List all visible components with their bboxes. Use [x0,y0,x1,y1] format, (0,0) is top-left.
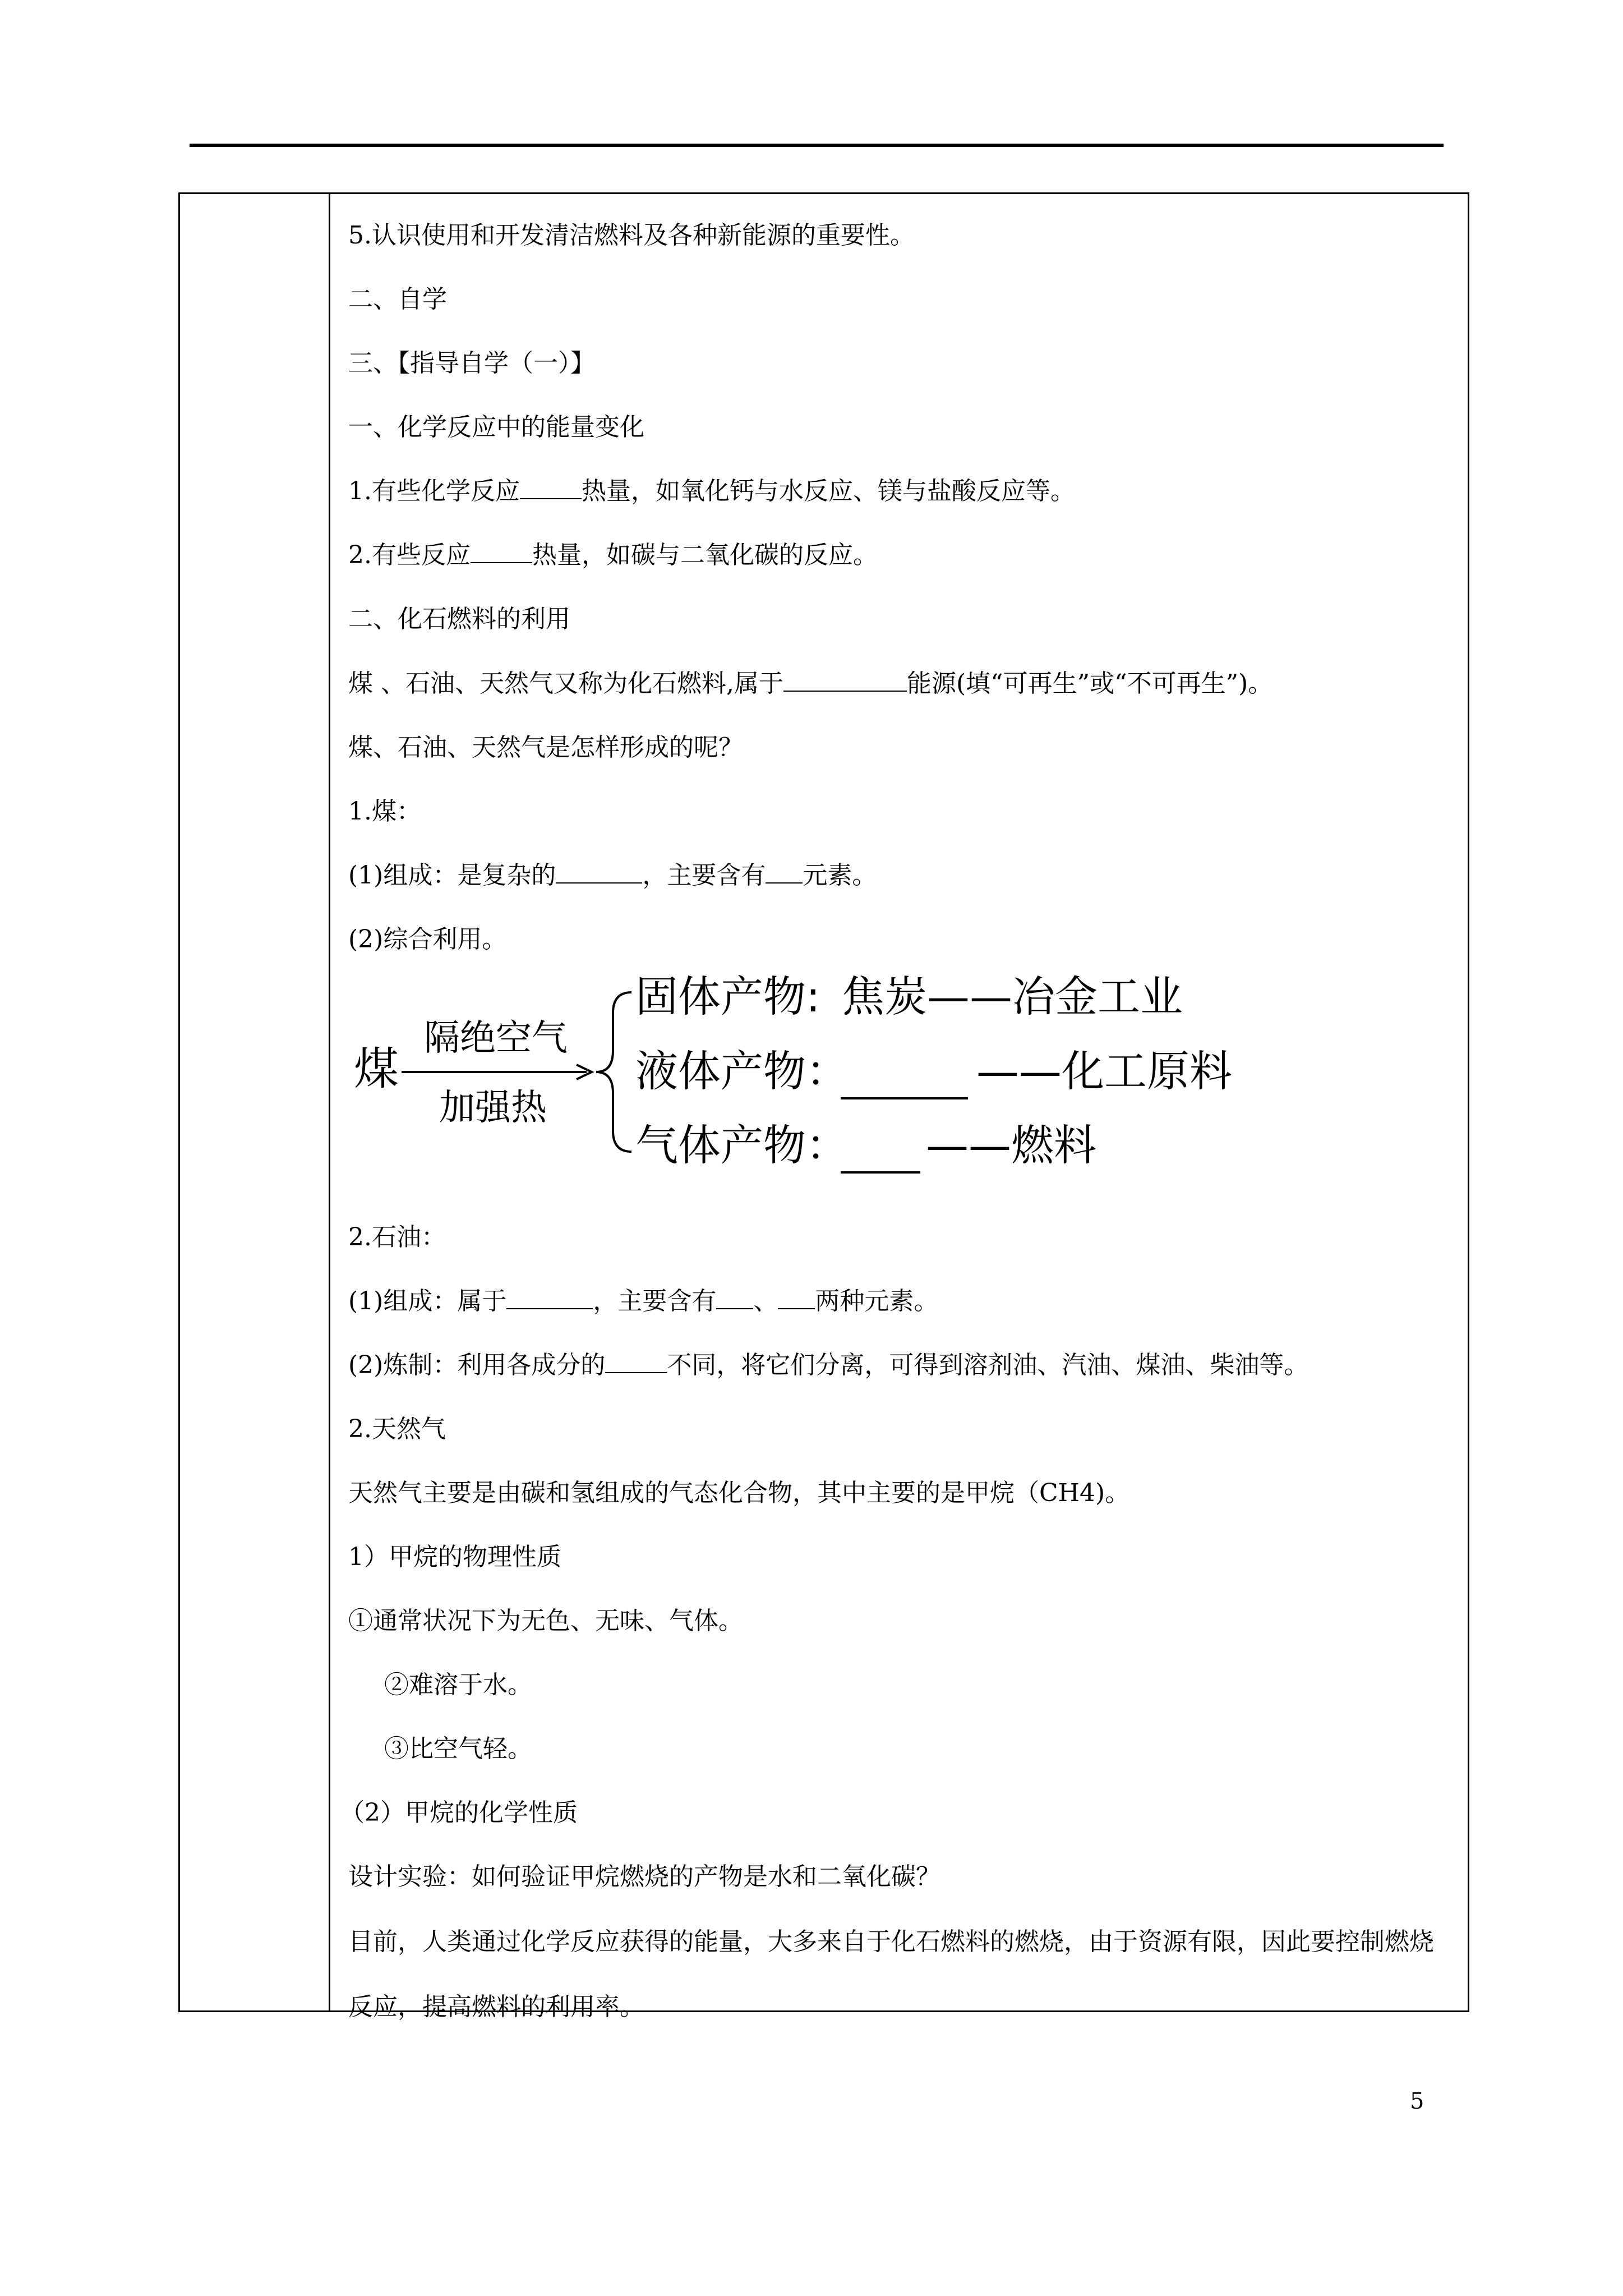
heading-energy-changes: 一、化学反应中的能量变化 [348,413,644,441]
heading-coal: 1.煤： [348,797,421,826]
diagram-solid-product: 焦炭 [842,972,927,1022]
fill-blank[interactable] [605,1350,667,1373]
fill-blank[interactable] [716,1286,753,1309]
petroleum-refining: (2)炼制：利用各成分的 不同，将它们分离，可得到溶剂油、汽油、煤油、柴油等。 [348,1351,1309,1379]
fossil-fuel-definition: 煤 、石油、天然气又称为化石燃料,属于 能源(填“可再生”或“不可再生”)。 [348,669,1273,698]
coal-composition: (1)组成：是复杂的 ，主要含有 元素。 [348,861,877,890]
diagram-arrow-head [577,1065,592,1079]
diagram-solid-label: 固体产物: [635,972,820,1022]
diagram-source: 煤 [354,1043,399,1095]
natural-gas-description: 天然气主要是由碳和氢组成的气态化合物，其中主要的是甲烷（CH4)。 [348,1479,1130,1507]
page-number: 5 [1410,2088,1424,2114]
heading-petroleum: 2.石油： [348,1223,446,1251]
diagram-liquid-use: ——化工原料 [976,1046,1232,1096]
fill-blank[interactable] [766,860,803,884]
fill-blank[interactable] [783,668,907,692]
item-heat-absorb: 2.有些反应 热量，如碳与二氧化碳的反应。 [348,541,878,569]
coal-diagram [180,194,1471,2014]
coal-utilization: (2)综合利用。 [348,925,507,954]
heading-natural-gas: 2.天然气 [348,1415,446,1443]
diagram-condition-top: 隔绝空气 [424,1018,568,1059]
section-self-study: 二、自学 [348,285,447,314]
formation-question: 煤、石油、天然气是怎样形成的呢？ [348,733,743,762]
experiment-design: 设计实验：如何验证甲烷燃烧的产物是水和二氧化碳？ [348,1862,940,1891]
lesson-table [178,192,1469,2021]
petroleum-composition: (1)组成：属于 ，主要含有 、 两种元素。 [348,1287,939,1315]
column-divider [329,194,330,2010]
diagram-condition-bottom: 加强热 [439,1087,547,1129]
heading-methane-chemical: （2）甲烷的化学性质 [340,1798,578,1827]
heading-methane-physical: 1）甲烷的物理性质 [348,1543,561,1571]
closing-paragraph: 目前，人类通过化学反应获得的能量，大多来自于化石燃料的燃烧，由于资源有限，因此要控制燃烧反应，提高燃料的利用率。 [348,1927,1434,2021]
methane-property-1: ①通常状况下为无色、无味、气体。 [348,1607,743,1635]
header-rule [190,144,1444,147]
methane-property-2: ②难溶于水。 [384,1671,532,1699]
item-heat-release: 1.有些化学反应 热量，如氧化钙与水反应、镁与盐酸反应等。 [348,477,1075,505]
fill-blank[interactable] [520,476,582,499]
section-guided-study: 三、【指导自学（一）】 [348,349,595,378]
objective-5: 5.认识使用和开发清洁燃料及各种新能源的重要性。 [348,221,915,250]
diagram-brace [596,992,631,1152]
diagram-solid-use: ——冶金工业 [927,972,1183,1022]
diagram-gas-use: ——燃料 [926,1120,1096,1170]
diagram-gas-label: 气体产物： [635,1120,849,1170]
fill-blank[interactable] [471,540,532,563]
methane-property-3: ③比空气轻。 [384,1734,532,1763]
fill-blank[interactable] [556,860,642,884]
heading-fossil-fuels: 二、化石燃料的利用 [348,605,570,633]
diagram-liquid-label: 液体产物： [635,1046,849,1096]
fill-blank[interactable] [778,1286,815,1309]
fill-blank[interactable] [506,1286,593,1309]
